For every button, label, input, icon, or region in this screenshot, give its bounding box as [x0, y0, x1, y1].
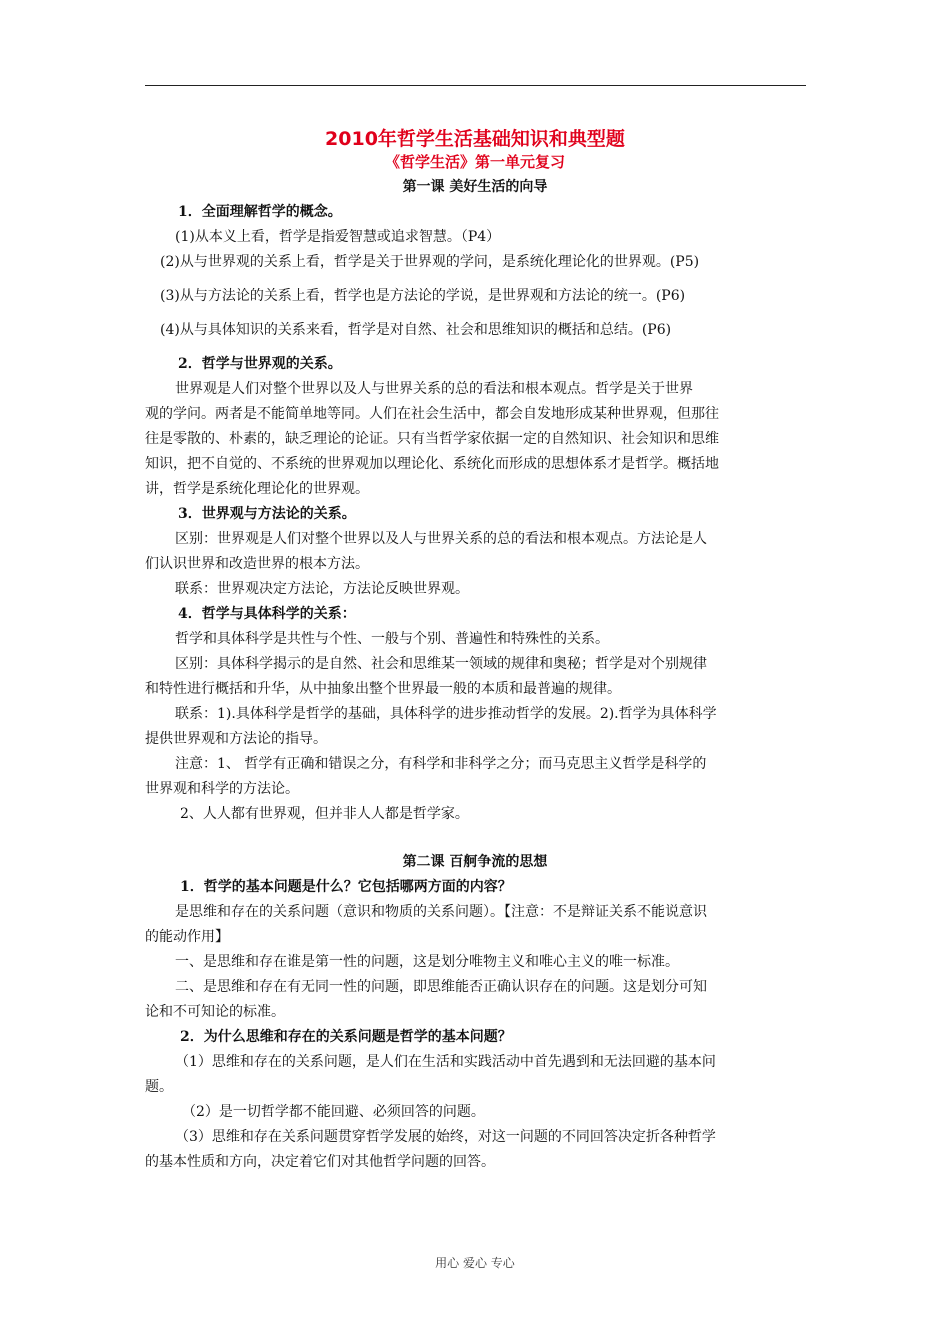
- heading-1-4: 4．哲学与具体科学的关系：: [178, 606, 356, 622]
- paragraph-line: (2)从与世界观的关系上看，哲学是关于世界观的学问，是系统化理论化的世界观。(P5): [160, 254, 700, 270]
- header-rule: [145, 85, 806, 86]
- paragraph-line: 往是零散的、朴素的，缺乏理论的论证。只有当哲学家依据一定的自然知识、社会知识和思维: [145, 431, 719, 447]
- paragraph-line: 是思维和存在的关系问题（意识和物质的关系问题）。【注意：不是辩证关系不能说意识: [175, 904, 707, 920]
- paragraph-line: （1）思维和存在的关系问题，是人们在生活和实践活动中首先遇到和无法回避的基本问: [175, 1054, 716, 1070]
- paragraph-line: 观的学问。两者是不能简单地等同。人们在社会生活中，都会自发地形成某种世界观，但那往: [145, 406, 719, 422]
- paragraph-line: 联系：世界观决定方法论，方法论反映世界观。: [175, 581, 469, 597]
- paragraph-line: 世界观是人们对整个世界以及人与世界关系的总的看法和根本观点。哲学是关于世界: [175, 381, 693, 397]
- paragraph-line: (1)从本义上看，哲学是指爱智慧或追求智慧。（P4）: [175, 229, 501, 245]
- heading-1-3: 3．世界观与方法论的关系。: [178, 506, 356, 522]
- paragraph-line: 们认识世界和改造世界的根本方法。: [145, 556, 369, 572]
- paragraph-line: 注意：1、 哲学有正确和错误之分，有科学和非科学之分；而马克思主义哲学是科学的: [175, 756, 707, 772]
- document-title: 2010年哲学生活基础知识和典型题: [325, 128, 625, 150]
- heading-2-2: 2．为什么思维和存在的关系问题是哲学的基本问题？: [180, 1029, 512, 1045]
- heading-1-2: 2．哲学与世界观的关系。: [178, 356, 342, 372]
- paragraph-line: 2、人人都有世界观，但并非人人都是哲学家。: [180, 806, 469, 822]
- paragraph-line: 的能动作用】: [145, 929, 229, 945]
- paragraph-line: 提供世界观和方法论的指导。: [145, 731, 327, 747]
- heading-2-1: 1．哲学的基本问题是什么？它包括哪两方面的内容？: [180, 879, 512, 895]
- paragraph-line: 一、是思维和存在谁是第一性的问题，这是划分唯物主义和唯心主义的唯一标准。: [175, 954, 679, 970]
- paragraph-line: 论和不可知论的标准。: [145, 1004, 285, 1020]
- paragraph-line: 世界观和科学的方法论。: [145, 781, 299, 797]
- paragraph-line: (4)从与具体知识的关系来看，哲学是对自然、社会和思维知识的概括和总结。(P6): [160, 322, 672, 338]
- paragraph-line: 哲学和具体科学是共性与个性、一般与个别、普遍性和特殊性的关系。: [175, 631, 609, 647]
- paragraph-line: 联系：1).具体科学是哲学的基础，具体科学的进步推动哲学的发展。2).哲学为具体科学: [175, 706, 717, 722]
- document-subtitle: 《哲学生活》第一单元复习: [384, 153, 565, 171]
- paragraph-line: 题。: [145, 1079, 173, 1095]
- paragraph-line: 区别：世界观是人们对整个世界以及人与世界关系的总的看法和根本观点。方法论是人: [175, 531, 707, 547]
- paragraph-line: (3)从与方法论的关系上看，哲学也是方法论的学说，是世界观和方法论的统一。(P6): [160, 288, 686, 304]
- paragraph-line: （3）思维和存在关系问题贯穿哲学发展的始终，对这一问题的不同回答决定折各种哲学: [175, 1129, 716, 1145]
- paragraph-line: 知识，把不自觉的、不系统的世界观加以理论化、系统化而形成的思想体系才是哲学。概括地: [145, 456, 719, 472]
- paragraph-line: 的基本性质和方向，决定着它们对其他哲学问题的回答。: [145, 1154, 495, 1170]
- paragraph-line: 讲，哲学是系统化理论化的世界观。: [145, 481, 369, 497]
- heading-1-1: 1．全面理解哲学的概念。: [178, 204, 342, 220]
- lesson-1-heading: 第一课 美好生活的向导: [402, 179, 548, 195]
- paragraph-line: （2）是一切哲学都不能回避、必须回答的问题。: [182, 1104, 485, 1120]
- paragraph-line: 区别：具体科学揭示的是自然、社会和思维某一领域的规律和奥秘；哲学是对个别规律: [175, 656, 707, 672]
- paragraph-line: 和特性进行概括和升华，从中抽象出整个世界最一般的本质和最普遍的规律。: [145, 681, 621, 697]
- page-footer: 用心 爱心 专心: [435, 1256, 515, 1270]
- lesson-2-heading: 第二课 百舸争流的思想: [402, 854, 548, 870]
- paragraph-line: 二、是思维和存在有无同一性的问题，即思维能否正确认识存在的问题。这是划分可知: [175, 979, 707, 995]
